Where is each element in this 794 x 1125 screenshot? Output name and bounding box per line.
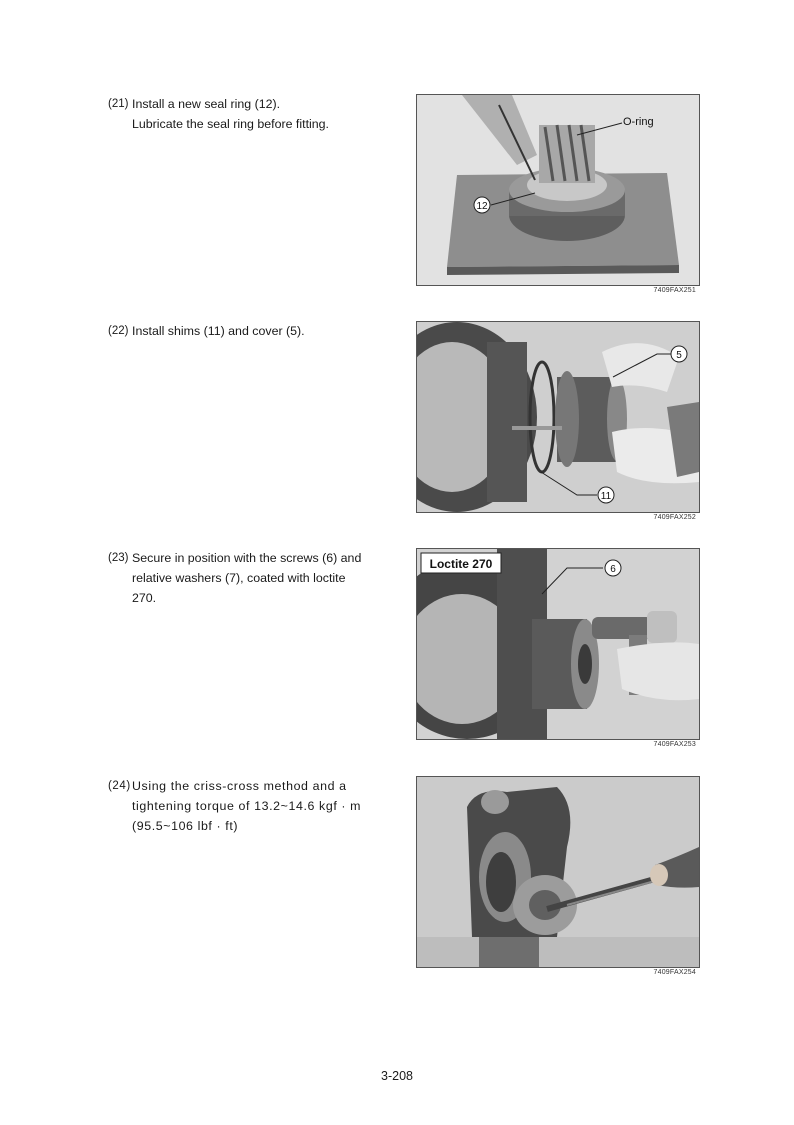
photo-screws-illustration xyxy=(417,549,699,739)
step-23 xyxy=(108,548,378,608)
photo-torque xyxy=(416,776,700,968)
step-number: (22) xyxy=(108,325,129,337)
step-number: (23) xyxy=(108,552,129,564)
figure-caption: 7409FAX252 xyxy=(653,514,696,521)
step-24 xyxy=(108,776,378,836)
step-number: (21) xyxy=(108,98,129,110)
figure-caption: 7409FAX251 xyxy=(653,287,696,294)
step-line: 270. xyxy=(132,591,157,605)
photo-torque-illustration xyxy=(417,777,699,967)
figure-caption: 7409FAX254 xyxy=(653,969,696,976)
step-line: Install a new seal ring (12). xyxy=(132,97,281,111)
step-21 xyxy=(108,94,378,134)
photo-screws xyxy=(416,548,700,740)
step-line: relative washers (7), coated with loctite xyxy=(132,571,346,585)
step-line: Install shims (11) and cover (5). xyxy=(132,324,305,338)
oring-label: O-ring xyxy=(623,116,654,128)
photo-shims-cover xyxy=(416,321,700,513)
step-line: Lubricate the seal ring before fitting. xyxy=(132,117,329,131)
step-line: (95.5~106 lbf · ft) xyxy=(132,819,239,833)
cover-callout: 5 xyxy=(676,350,682,361)
step-number: (24) xyxy=(108,780,131,792)
photo-seal-ring-illustration xyxy=(417,95,699,285)
step-line: Using the criss-cross method and a xyxy=(132,779,347,793)
step-line: Secure in position with the screws (6) and xyxy=(132,551,362,565)
loctite-label: Loctite 270 xyxy=(429,557,493,571)
page-number: 3-208 xyxy=(381,1069,413,1083)
screws-callout: 6 xyxy=(610,564,616,575)
step-22 xyxy=(108,321,378,341)
shims-callout: 11 xyxy=(600,491,612,502)
figure-caption: 7409FAX253 xyxy=(653,741,696,748)
step-line: tightening torque of 13.2~14.6 kgf · m xyxy=(132,799,362,813)
photo-shims-cover-illustration xyxy=(417,322,699,512)
photo-seal-ring xyxy=(416,94,700,286)
seal-ring-callout: 12 xyxy=(476,201,488,212)
